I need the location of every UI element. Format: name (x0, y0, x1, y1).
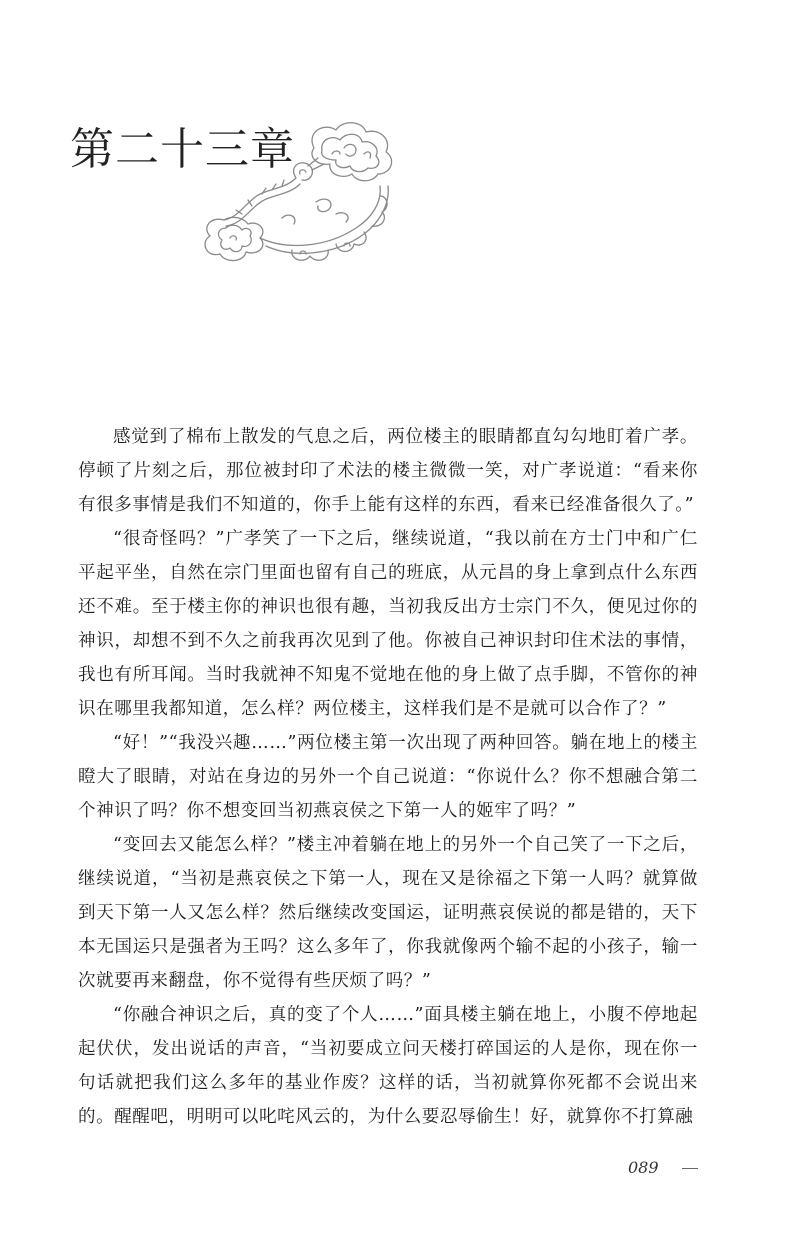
chapter-title: 第二十三章 (70, 124, 295, 175)
dragon-cloud-ornament-icon (196, 118, 406, 268)
paragraph-3: “好！”“我没兴趣……”两位楼主第一次出现了两种回答。躺在地上的楼主瞪大了眼睛，对站在身边的另外一个自己说道：“你说什么？你不想融合第二个神识了吗？你不想变回当初燕哀侯之下第一人的姬牢了吗？” (78, 733, 698, 821)
paragraph-5: “你融合神识之后，真的变了个人……”面具楼主躺在地上，小腹不停地起起伏伏，发出说话的声音，“当初要成立问天楼打碎国运的人是你，现在你一句话就把我们这么多年的基业作废？这样的话，当初就算你死都不会说出来的。醒醒吧，明明可以叱咤风云的，为什么要忍辱偷生！好，就算你不打算融 (78, 1005, 698, 1127)
paragraph-4: “变回去又能怎么样？”楼主冲着躺在地上的另外一个自己笑了一下之后，继续说道，“当初是燕哀侯之下第一人，现在又是徐福之下第一人吗？就算做到天下第一人又怎么样？然后继续改变国运，证明燕哀侯说的都是错的，天下本无国运只是强者为王吗？这么多年了，你我就像两个输不起的小孩子，输一次就要再来翻盘，你不觉得有些厌烦了吗？” (78, 835, 698, 991)
paragraph-1: 感觉到了棉布上散发的气息之后，两位楼主的眼睛都直勾勾地盯着广孝。停顿了片刻之后，那位被封印了术法的楼主微微一笑，对广孝说道：“看来你有很多事情是我们不知道的，你手上能有这样的东西，看来已经准备很久了。” (78, 427, 698, 515)
paragraph-2: “很奇怪吗？”广孝笑了一下之后，继续说道，“我以前在方士门中和广仁平起平坐，自然在宗门里面也留有自己的班底，从元昌的身上拿到点什么东西还不难。至于楼主你的神识也很有趣，当初我反出方士宗门不久，便见过你的神识，却想不到不久之前我再次见到了他。你被自己神识封印住术法的事情，我也有所耳闻。当时我就神不知鬼不觉地在他的身上做了点手脚，不管你的神识在哪里我都知道，怎么样？两位楼主，这样我们是不是就可以合作了？” (78, 529, 698, 719)
page-number-dash (682, 1168, 698, 1169)
page-number: 089 (628, 1158, 659, 1177)
chapter-body (78, 420, 698, 1134)
